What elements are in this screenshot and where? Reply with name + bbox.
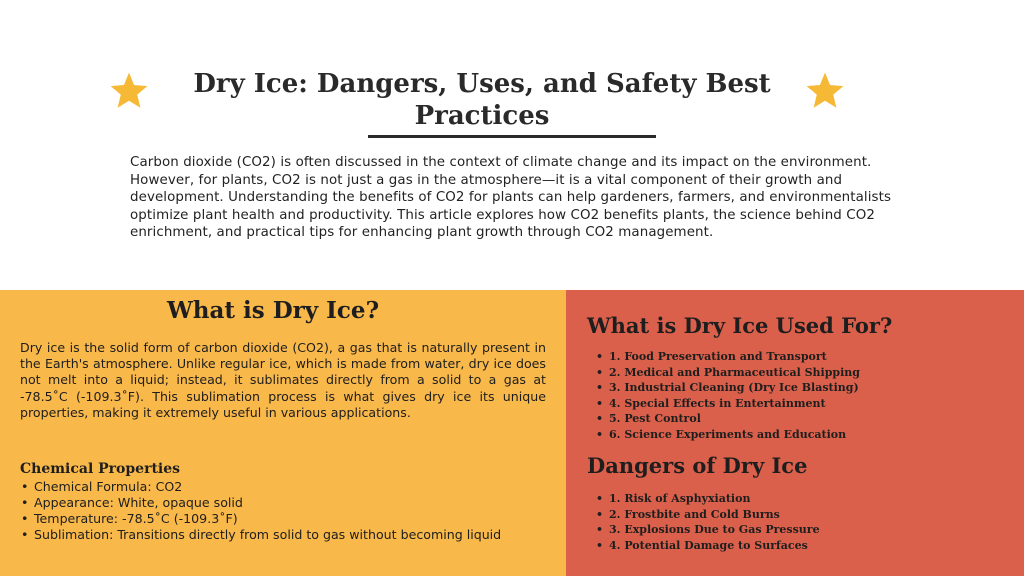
list-item: • 3. Explosions Due to Gas Pressure [596,522,820,538]
dangers-heading: Dangers of Dry Ice [587,453,808,478]
list-item: • 6. Science Experiments and Education [596,427,860,443]
uses-heading: What is Dry Ice Used For? [587,313,893,338]
star-icon [108,70,150,112]
list-item: • 1. Risk of Asphyxiation [596,491,820,507]
list-item: • 4. Special Effects in Entertainment [596,396,860,412]
what-is-dry-ice-heading: What is Dry Ice? [166,297,380,324]
list-item: • Sublimation: Transitions directly from solid to gas without becoming liquid [20,527,546,543]
list-item: • 1. Food Preservation and Transport [596,349,860,365]
list-item: • 4. Potential Damage to Surfaces [596,538,820,554]
what-is-dry-ice-paragraph: Dry ice is the solid form of carbon dioxide (CO2), a gas that is naturally present in the Earth's atmosphere. Unlike regular ice, which is made from water, dry ice does not melt into a liquid; instead, it sublimates directly from a solid to a gas at -78.5˚C (-109.3˚F). This sublimation process is what gives dry ice its unique properties, making it extremely useful in various applications. [20,340,546,420]
star-icon-left [108,70,150,112]
list-item: • Temperature: -78.5˚C (-109.3˚F) [20,511,546,527]
uses-and-dangers-panel [566,290,1024,576]
title-underline [368,135,656,138]
uses-list [596,349,860,443]
list-item: • 3. Industrial Cleaning (Dry Ice Blasting) [596,380,860,396]
list-item: • 5. Pest Control [596,411,860,427]
list-item: • Appearance: White, opaque solid [20,495,546,511]
list-item: • Chemical Formula: CO2 [20,479,546,495]
list-item: • 2. Medical and Pharmaceutical Shipping [596,365,860,381]
chemical-properties-heading: Chemical Properties [20,461,181,477]
chemical-properties-list [20,479,546,543]
what-is-dry-ice-panel [0,290,566,576]
list-item: • 2. Frostbite and Cold Burns [596,507,820,523]
page-title: Dry Ice: Dangers, Uses, and Safety Best Practices [193,69,771,131]
intro-paragraph: Carbon dioxide (CO2) is often discussed in the context of climate change and its impact on the environment. However, for plants, CO2 is not just a gas in the atmosphere—it is a vital component of their growth and development. Understanding the benefits of CO2 for plants can help gardeners, farmers, and environmentalists optimize plant health and productivity. This article explores how CO2 benefits plants, the science behind CO2 enrichment, and practical tips for enhancing plant growth through CO2 management. [130,155,892,240]
dangers-list [596,491,820,553]
